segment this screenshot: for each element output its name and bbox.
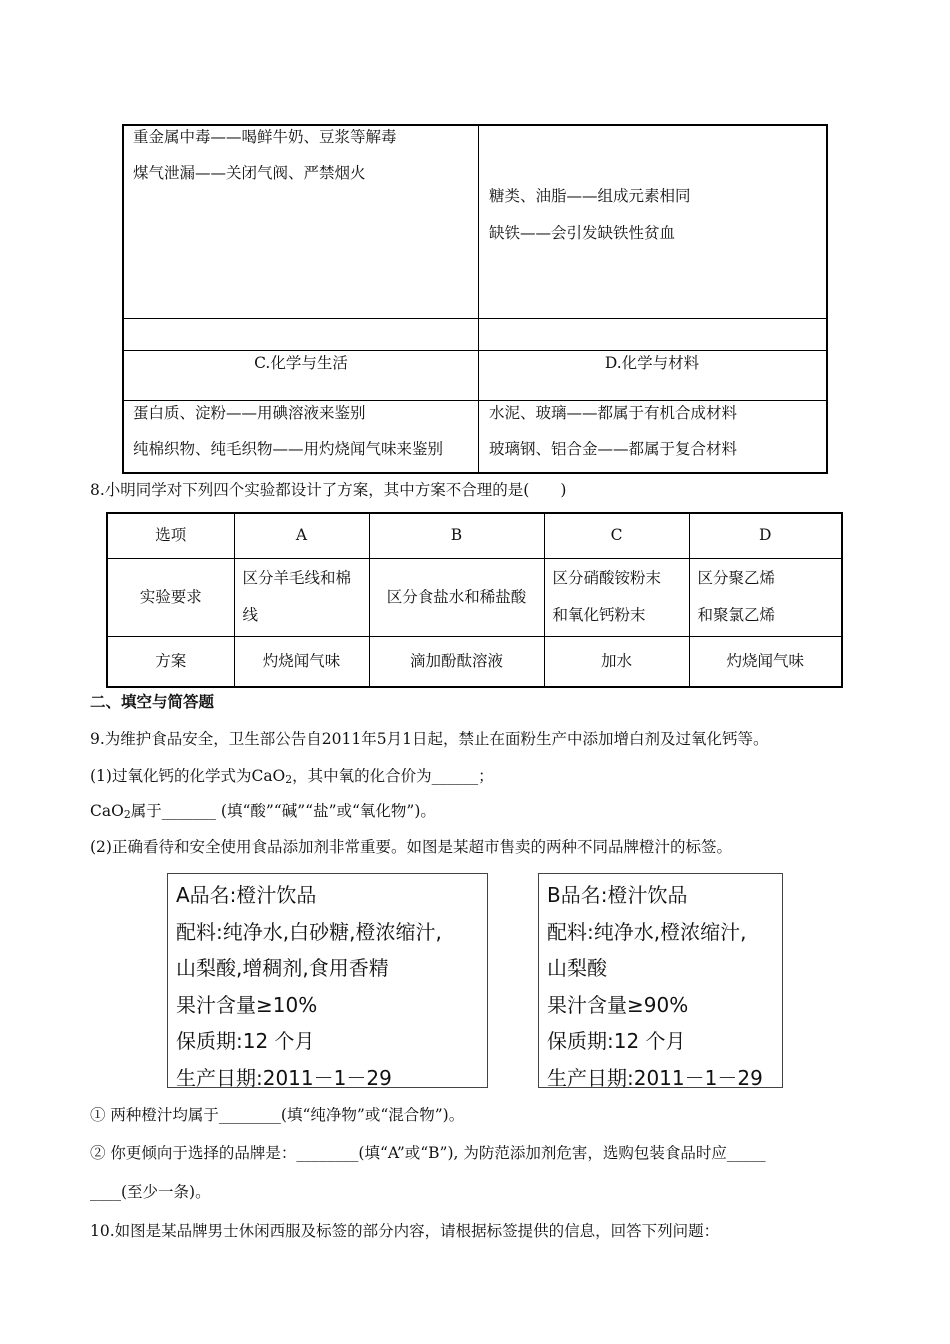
- table-divider: [124, 400, 826, 401]
- header-d: D.化学与材料: [604, 354, 700, 372]
- table-divider: [478, 126, 479, 472]
- req-b: 区分食盐水和稀盐酸: [369, 558, 544, 636]
- question-8: 8.小明同学对下列四个实验都设计了方案，其中方案不合理的是( ): [90, 481, 567, 499]
- cell-text: 水泥、玻璃——都属于有机合成材料: [489, 404, 738, 422]
- header-b: B: [369, 513, 544, 558]
- question-9: 9.为维护食品安全，卫生部公告自2011年5月1日起，禁止在面粉生产中添加增白剂及过氧化钙等。: [90, 730, 769, 748]
- header-c: C: [544, 513, 689, 558]
- req-a: 区分羊毛线和棉 线: [234, 558, 369, 636]
- juice-label-b: B品名:橙汁饮品 配料:纯净水,橙浓缩汁, 山梨酸 果汁含量≥90% 保质期:12 个月 生产日期:2011－1－29: [538, 873, 783, 1088]
- table-divider: [124, 350, 826, 351]
- row-label: 实验要求: [107, 558, 234, 636]
- cell-text: 缺铁——会引发缺铁性贫血: [489, 224, 676, 242]
- cell-text: 重金属中毒——喝鲜牛奶、豆浆等解毒: [133, 128, 397, 146]
- cell-text: 煤气泄漏——关闭气阀、严禁烟火: [133, 164, 366, 182]
- question-9-part-2: (2)正确看待和安全使用食品添加剂非常重要。如图是某超市售卖的两种不同品牌橙汁的标签。: [90, 838, 732, 856]
- question-9-sub-1: ① 两种橙汁均属于________(填“纯净物”或“混合物”)。: [90, 1106, 465, 1124]
- row-label: 方案: [107, 636, 234, 687]
- req-d: 区分聚乙烯 和聚氯乙烯: [689, 558, 842, 636]
- question-9-part-1b: CaO$_2$属于_______ (填“酸”“碱”“盐”或“氧化物”)。: [90, 802, 436, 822]
- plan-d: 灼烧闻气味: [689, 636, 842, 687]
- table-row: [107, 558, 842, 636]
- section-title: 二、填空与简答题: [90, 693, 215, 711]
- header-c: C.化学与生活: [254, 354, 348, 372]
- table-divider: [124, 318, 826, 319]
- table-row: [107, 513, 842, 558]
- cell-text: 玻璃钢、铝合金——都属于复合材料: [489, 440, 738, 458]
- header-option: 选项: [107, 513, 234, 558]
- header-d: D: [689, 513, 842, 558]
- plan-c: 加水: [544, 636, 689, 687]
- question-9-sub-2: ② 你更倾向于选择的品牌是：________(填“A”或“B”), 为防范添加剂危害，选购包装食品时应_____: [90, 1144, 766, 1162]
- cell-text: 蛋白质、淀粉——用碘溶液来鉴别: [133, 404, 366, 422]
- question-10: 10.如图是某品牌男士休闲西服及标签的部分内容，请根据标签提供的信息，回答下列问题：: [90, 1222, 720, 1240]
- plan-a: 灼烧闻气味: [234, 636, 369, 687]
- plan-b: 滴加酚酞溶液: [369, 636, 544, 687]
- cell-text: 糖类、油脂——组成元素相同: [489, 187, 691, 205]
- header-a: A: [234, 513, 369, 558]
- juice-label-a: A品名:橙汁饮品 配料:纯净水,白砂糖,橙浓缩汁, 山梨酸,增稠剂,食用香精 果汁含量≥10% 保质期:12 个月 生产日期:2011－1－29: [167, 873, 488, 1088]
- question-9-part-1: (1)过氧化钙的化学式为CaO$_2$，其中氧的化合价为______；: [90, 767, 494, 787]
- experiment-table: [106, 512, 843, 688]
- cell-text: 纯棉织物、纯毛织物——用灼烧闻气味来鉴别: [133, 440, 444, 458]
- table-row: [107, 636, 842, 687]
- question-9-sub-2-cont: ____(至少一条)。: [90, 1183, 211, 1201]
- req-c: 区分硝酸铵粉末 和氧化钙粉末: [544, 558, 689, 636]
